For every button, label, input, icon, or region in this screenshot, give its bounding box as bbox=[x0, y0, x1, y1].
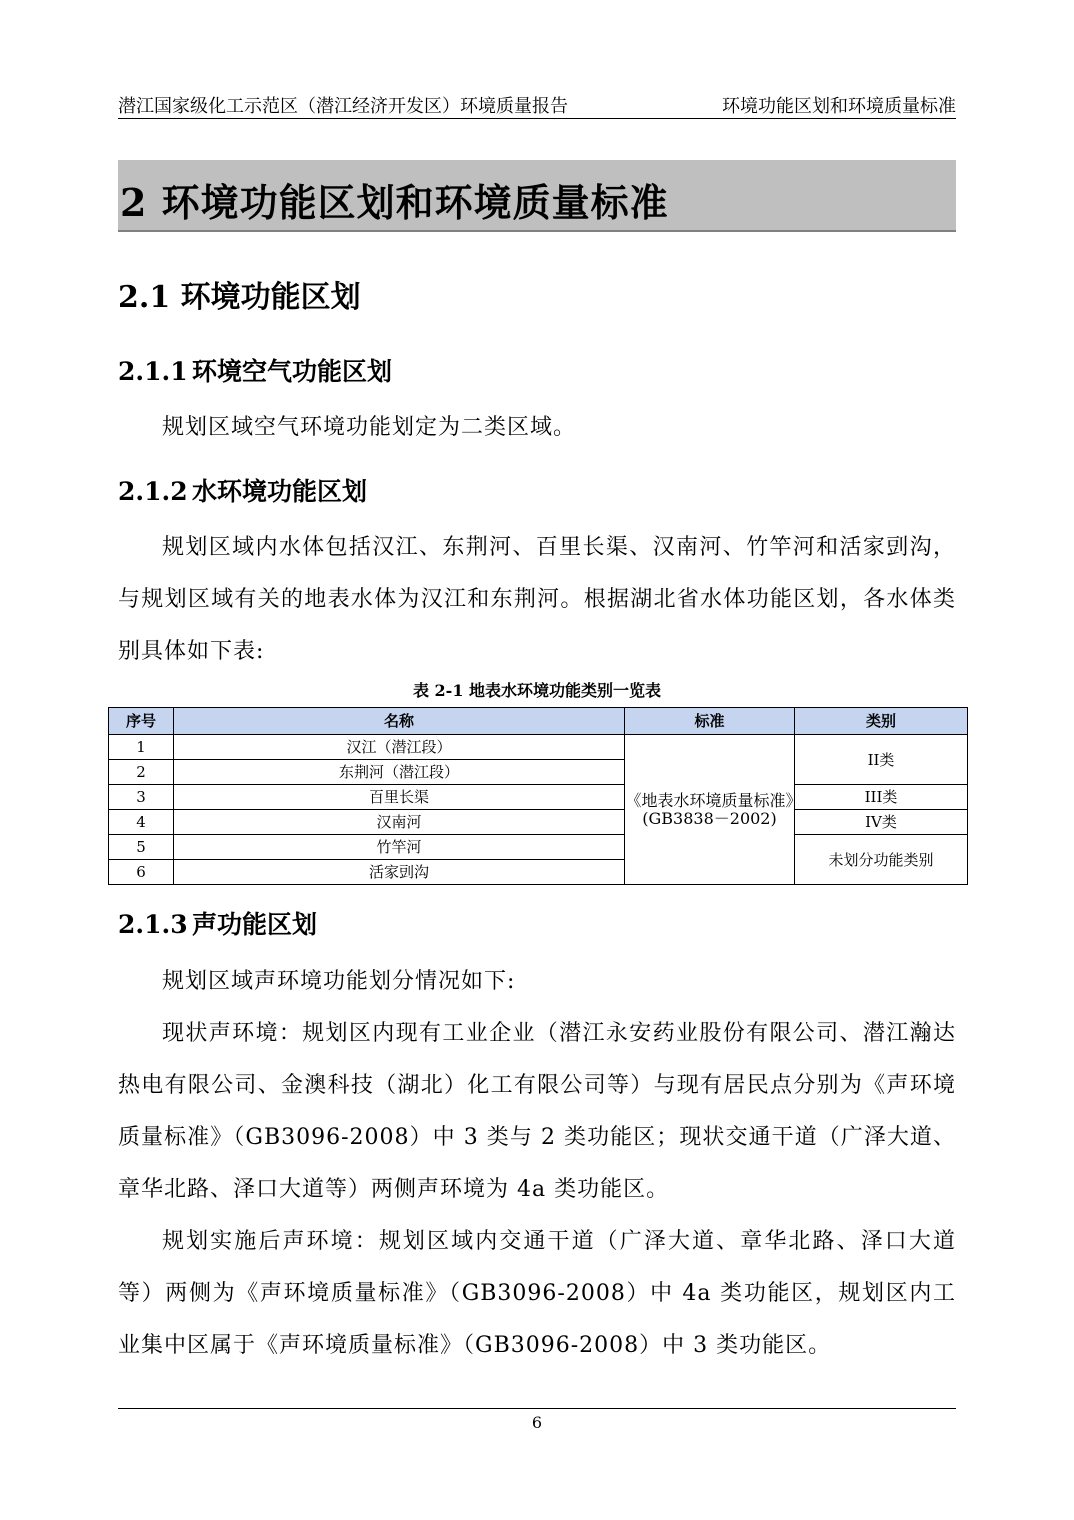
chapter-title: 2 环境功能区划和环境质量标准 bbox=[120, 180, 669, 225]
header-standard: 标准 bbox=[625, 708, 795, 735]
cell-no: 4 bbox=[109, 810, 174, 835]
cell-name: 活家剅沟 bbox=[174, 860, 625, 885]
header-no: 序号 bbox=[109, 708, 174, 735]
page-number: 6 bbox=[531, 1413, 543, 1432]
table-caption: 表 2-1 地表水环境功能类别一览表 bbox=[412, 681, 662, 700]
chapter-heading bbox=[118, 160, 956, 232]
cell-no: 2 bbox=[109, 760, 174, 785]
paragraph-sound-intro: 规划区域声环境功能划分情况如下: bbox=[162, 969, 516, 994]
cell-name: 百里长渠 bbox=[174, 785, 625, 810]
subsection-number: 2.1.3 bbox=[118, 910, 188, 939]
table-header-row bbox=[109, 708, 968, 735]
cell-category: 未划分功能类别 bbox=[795, 835, 968, 885]
subsection-title: 水环境功能区划 bbox=[192, 477, 368, 506]
subsection-heading-2-1-2 bbox=[118, 472, 367, 508]
cell-category: II类 bbox=[795, 735, 968, 785]
water-function-table bbox=[108, 707, 968, 885]
cell-name: 汉南河 bbox=[174, 810, 625, 835]
table-row bbox=[109, 835, 968, 860]
header-report-title: 潜江国家级化工示范区（潜江经济开发区）环境质量报告 bbox=[118, 96, 568, 117]
subsection-title: 声功能区划 bbox=[192, 910, 318, 939]
subsection-heading-2-1-3 bbox=[118, 905, 317, 941]
paragraph-water: 规划区域内水体包括汉江、东荆河、百里长渠、汉南河、竹竿河和活家剅沟，与规划区域有关的地表水体为汉江和东荆河。根据湖北省水体功能区划，各水体类别具体如下表: bbox=[118, 535, 956, 664]
paragraph-air: 规划区域空气环境功能划定为二类区域。 bbox=[162, 415, 577, 440]
subsection-heading-2-1-1 bbox=[118, 352, 392, 388]
cell-name: 东荆河（潜江段） bbox=[174, 760, 625, 785]
page-header bbox=[118, 92, 956, 119]
cell-standard: 《地表水环境质量标准》(GB3838－2002) bbox=[625, 735, 795, 885]
paragraph-sound-current: 现状声环境：规划区内现有工业企业（潜江永安药业股份有限公司、潜江瀚达热电有限公司、金澳科技（湖北）化工有限公司等）与现有居民点分别为《声环境质量标准》（GB3096-2008）中 3 类与 2 类功能区；现状交通干道（广泽大道、章华北路、泽口大道等）两侧声环境为 4a 类功能区。 bbox=[118, 1021, 956, 1202]
header-category: 类别 bbox=[795, 708, 968, 735]
table-row bbox=[109, 735, 968, 760]
subsection-title: 环境空气功能区划 bbox=[192, 357, 393, 386]
table-row bbox=[109, 810, 968, 835]
table-row bbox=[109, 785, 968, 810]
cell-name: 竹竿河 bbox=[174, 835, 625, 860]
cell-no: 5 bbox=[109, 835, 174, 860]
subsection-number: 2.1.1 bbox=[118, 357, 188, 386]
cell-no: 1 bbox=[109, 735, 174, 760]
subsection-number: 2.1.2 bbox=[118, 477, 188, 506]
cell-no: 6 bbox=[109, 860, 174, 885]
cell-category: IV类 bbox=[795, 810, 968, 835]
cell-no: 3 bbox=[109, 785, 174, 810]
header-chapter-title: 环境功能区划和环境质量标准 bbox=[722, 96, 956, 117]
cell-category: III类 bbox=[795, 785, 968, 810]
paragraph-sound-planned: 规划实施后声环境：规划区域内交通干道（广泽大道、章华北路、泽口大道等）两侧为《声环境质量标准》（GB3096-2008）中 4a 类功能区，规划区内工业集中区属于《声环境质量标准》（GB3096-2008）中 3 类功能区。 bbox=[118, 1229, 956, 1358]
section-heading-2-1: 2.1 环境功能区划 bbox=[118, 280, 361, 315]
header-name: 名称 bbox=[174, 708, 625, 735]
cell-name: 汉江（潜江段） bbox=[174, 735, 625, 760]
footer-rule bbox=[118, 1408, 956, 1409]
